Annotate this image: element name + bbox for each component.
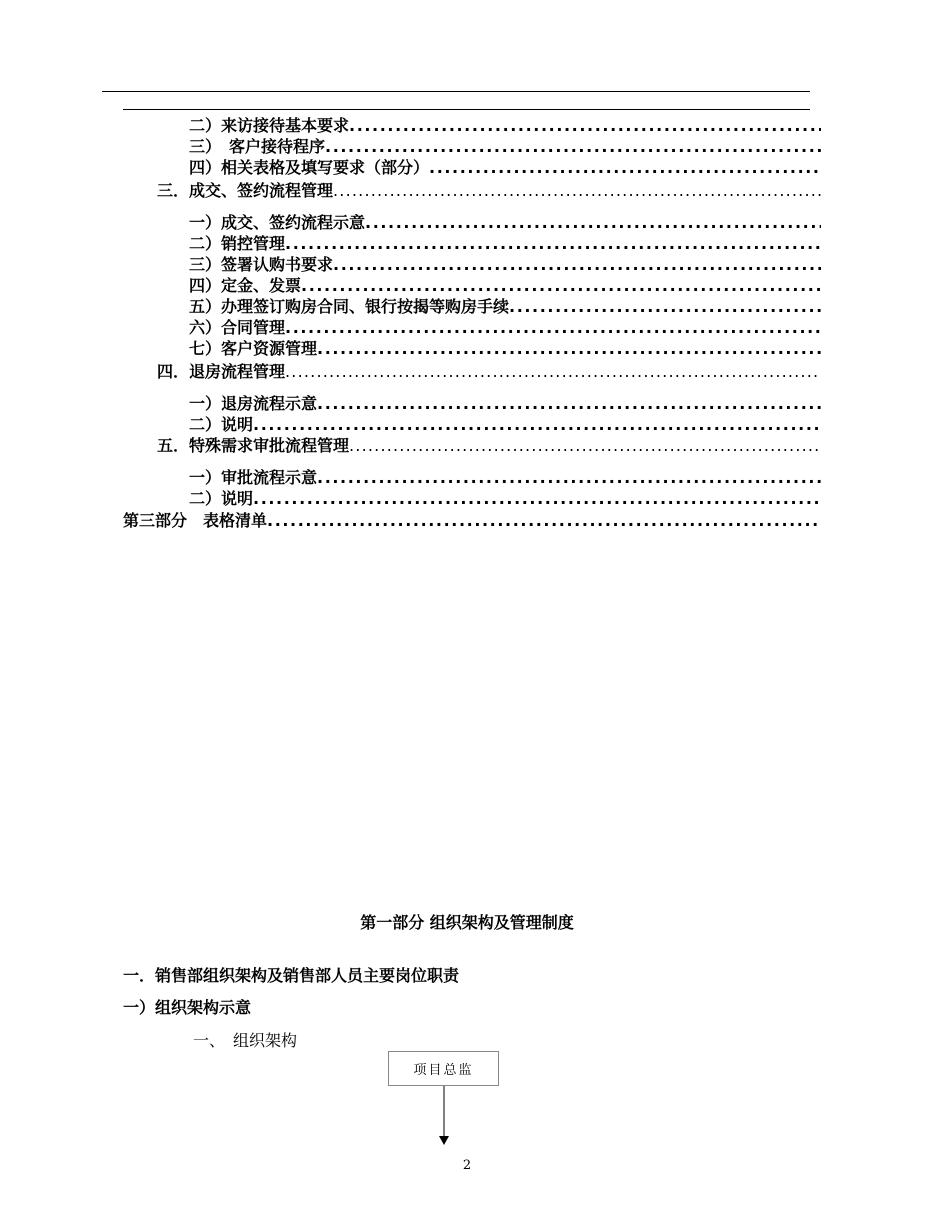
toc-leader-dots [317,339,821,358]
toc-leader-dots [349,436,821,455]
toc-entry-label: 四）相关表格及填写要求（部分） [189,158,430,177]
toc-entry-label: 四）定金、发票 [189,276,302,295]
toc-entry[interactable] [189,273,821,295]
toc-leader-dots [285,318,821,337]
toc-entry[interactable] [189,113,821,135]
toc-entry[interactable] [189,210,821,232]
header-rule-top [102,91,810,92]
toc-entry-label: 三）签署认购书要求 [189,255,334,274]
toc-leader-dots [429,158,821,177]
toc-leader-dots [317,394,821,413]
toc-entry-label: 一）审批流程示意 [189,468,318,487]
toc-entry-label: 二）销控管理 [189,234,286,253]
header-rule-bottom [123,109,810,110]
org-connector-arrow [436,1086,454,1148]
toc-entry-label: 五．特殊需求审批流程管理 [157,436,350,455]
toc-leader-dots [285,362,821,381]
toc-leader-dots [301,276,821,295]
toc-entry[interactable] [189,336,821,358]
toc-entry-label: 六）合同管理 [189,318,286,337]
toc-entry[interactable] [189,294,821,316]
toc-entry[interactable] [189,134,821,156]
toc-entry-label: 二）来访接待基本要求 [189,116,350,135]
toc-entry-label: 三．成交、签约流程管理 [157,181,334,200]
toc-entry-label: 一）退房流程示意 [189,394,318,413]
heading-level-2: 一）组织架构示意 [123,998,252,1017]
toc-leader-dots [253,489,821,508]
toc-entry[interactable] [157,178,821,200]
toc-entry[interactable] [157,359,821,381]
toc-leader-dots [365,213,821,232]
toc-leader-dots [509,297,821,316]
org-box-project-director: 项目总监 [388,1051,499,1086]
toc-entry[interactable] [189,231,821,253]
toc-entry-label: 七）客户资源管理 [189,339,318,358]
toc-entry-label: 二）说明 [189,415,254,434]
toc-entry-label: 四．退房流程管理 [157,362,286,381]
toc-leader-dots [333,255,821,274]
toc-leader-dots [333,181,821,200]
toc-entry-label: 二）说明 [189,489,254,508]
toc-entry[interactable] [189,412,821,434]
toc-leader-dots [325,137,821,156]
toc-entry-label: 三） 客户接待程序 [189,137,326,156]
toc-leader-dots [285,234,821,253]
toc-entry[interactable] [157,433,821,455]
toc-leader-dots [267,511,821,530]
toc-entry[interactable] [189,465,821,487]
toc-entry[interactable] [189,315,821,337]
toc-entry[interactable] [189,252,821,274]
section-title: 第一部分 组织架构及管理制度 [360,913,574,932]
sub-heading: 一、 组织架构 [193,1031,298,1050]
toc-leader-dots [349,116,821,135]
page-number: 2 [462,1158,472,1173]
toc-entry[interactable] [189,391,821,413]
toc-entry[interactable] [189,486,821,508]
toc-leader-dots [317,468,821,487]
toc-entry-label: 第三部分 表格清单 [123,511,268,530]
heading-level-1: 一．销售部组织架构及销售部人员主要岗位职责 [123,966,460,985]
toc-entry[interactable] [189,155,821,177]
toc-entry[interactable] [123,508,821,530]
toc-entry-label: 五）办理签订购房合同、银行按揭等购房手续 [189,297,510,316]
toc-leader-dots [253,415,821,434]
toc-entry-label: 一）成交、签约流程示意 [189,213,366,232]
